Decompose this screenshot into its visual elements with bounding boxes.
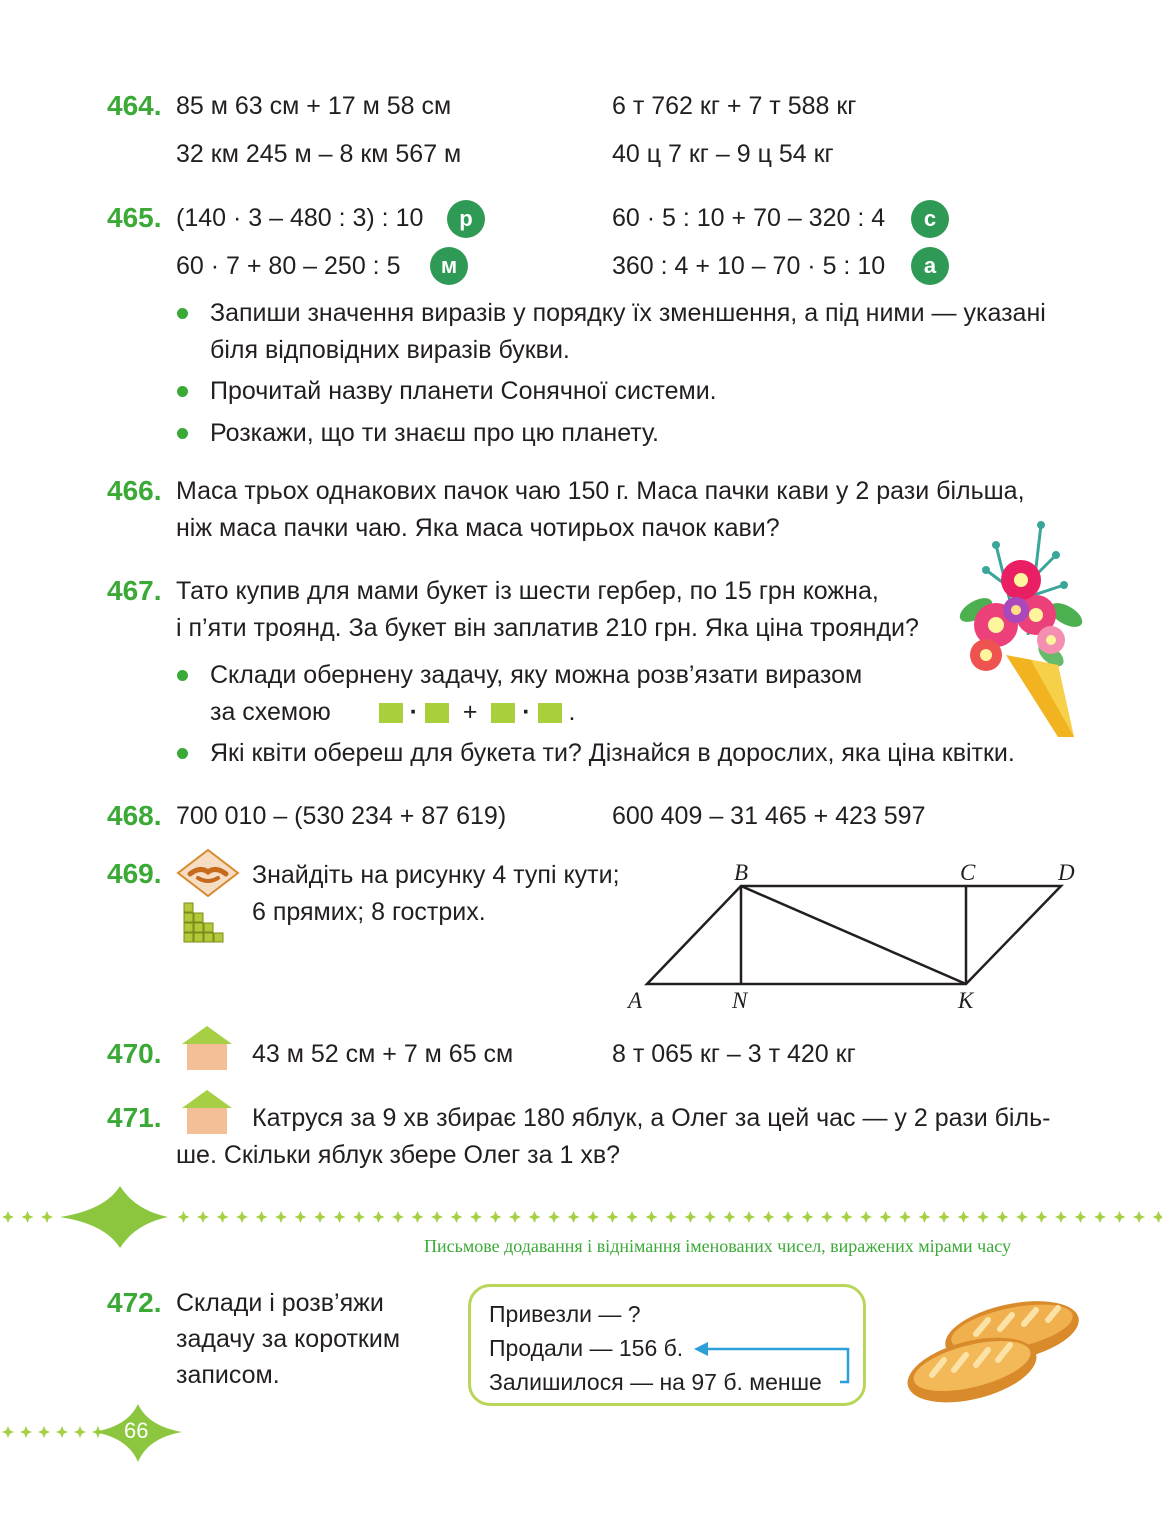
- task-text: Маса трьох однакових пачок чаю 150 г. Маса пачки кави у 2 рази більша,: [176, 477, 1025, 505]
- bullet: [177, 386, 188, 397]
- point-label-n: N: [732, 988, 748, 1013]
- record-line: Залишилося — на 97 б. менше: [489, 1369, 822, 1395]
- star-decoration: [56, 1426, 68, 1438]
- house-icon: [178, 1088, 236, 1136]
- expression: 40 ц 7 кг – 9 ц 54 кг: [612, 140, 834, 168]
- star-decoration: [217, 1211, 229, 1223]
- star-decoration: [197, 1211, 209, 1223]
- task-text: ше. Скільки яблук збере Олег за 1 хв?: [176, 1141, 621, 1169]
- bullet: [177, 670, 188, 681]
- exercise-number-470: 470.: [107, 1038, 162, 1069]
- star-decoration: [1036, 1211, 1048, 1223]
- record-line: Привезли — ?: [489, 1301, 641, 1327]
- star-decoration: [919, 1211, 931, 1223]
- handshake-icon: [176, 848, 240, 898]
- star-decoration: [41, 1211, 53, 1223]
- task-text: Катруся за 9 хв збирає 180 яблук, а Олег за цей час — у 2 рази біль-: [252, 1104, 1051, 1132]
- star-decoration: [665, 1211, 677, 1223]
- star-decoration: [334, 1211, 346, 1223]
- exercise-number-469: 469.: [107, 858, 162, 889]
- dot-sign: ·: [409, 698, 418, 726]
- geometry-figure: [620, 860, 1080, 1020]
- point-label-d: D: [1058, 860, 1075, 885]
- task-text: Склади і розв’яжи: [176, 1289, 384, 1317]
- letter-badge: а: [911, 247, 949, 285]
- star-decoration: [20, 1426, 32, 1438]
- exercise-number-472: 472.: [107, 1287, 162, 1318]
- star-decoration: [38, 1426, 50, 1438]
- expression: 32 км 245 м – 8 км 567 м: [176, 140, 462, 168]
- letter-badge: р: [447, 200, 485, 238]
- star-decoration: [490, 1211, 502, 1223]
- blank-square: [538, 703, 562, 723]
- task-text: записом.: [176, 1361, 280, 1389]
- scheme-line: [210, 698, 575, 727]
- star-decoration: [763, 1211, 775, 1223]
- task-text: Тато купив для мами букет із шести гербер, по 15 грн кожна,: [176, 577, 879, 605]
- exercise-number-466: 466.: [107, 475, 162, 506]
- bullet: [177, 308, 188, 319]
- star-decoration: [1016, 1211, 1028, 1223]
- task-text: Запиши значення виразів у порядку їх зменшення, а під ними — указані: [210, 299, 1046, 327]
- star-decoration: [685, 1211, 697, 1223]
- expression: 85 м 63 см + 17 м 58 см: [176, 92, 452, 120]
- dot-sign: ·: [522, 698, 531, 726]
- star-decoration: [841, 1211, 853, 1223]
- task-text: Розкажи, що ти знаєш про цю планету.: [210, 419, 659, 447]
- page-number: 66: [124, 1418, 149, 1443]
- star-decoration: [743, 1211, 755, 1223]
- star-decoration: [509, 1211, 521, 1223]
- expression: 43 м 52 см + 7 м 65 см: [252, 1040, 514, 1068]
- task-text: 6 прямих; 8 гострих.: [252, 898, 486, 926]
- expression: 6 т 762 кг + 7 т 588 кг: [612, 92, 857, 120]
- blocks-icon: [183, 902, 229, 944]
- expression: 60 · 5 : 10 + 70 – 320 : 4: [612, 204, 886, 232]
- expression: 60 · 7 + 80 – 250 : 5: [176, 252, 401, 280]
- star-decoration: [704, 1211, 716, 1223]
- record-line: Продали — 156 б.: [489, 1335, 684, 1361]
- star-decoration: [626, 1211, 638, 1223]
- bullet: [177, 428, 188, 439]
- star-decoration: [880, 1211, 892, 1223]
- exercise-number-467: 467.: [107, 575, 162, 606]
- expression: 600 409 – 31 465 + 423 597: [612, 802, 926, 830]
- house-icon: [178, 1024, 236, 1072]
- star-decoration: [782, 1211, 794, 1223]
- star-decoration: [373, 1211, 385, 1223]
- star-decoration: [646, 1211, 658, 1223]
- blank-square: [379, 703, 403, 723]
- star-decoration: [958, 1211, 970, 1223]
- star-decoration: [2, 1211, 14, 1223]
- letter-badge: с: [911, 200, 949, 238]
- point-label-c: C: [960, 860, 976, 885]
- point-label-k: K: [958, 988, 974, 1013]
- expression: 8 т 065 кг – 3 т 420 кг: [612, 1040, 856, 1068]
- star-decoration: [470, 1211, 482, 1223]
- star-decoration: [412, 1211, 424, 1223]
- task-text: задачу за коротким: [176, 1325, 401, 1353]
- star-decoration: [997, 1211, 1009, 1223]
- letter-badge: м: [430, 247, 468, 285]
- star-decoration: [1094, 1211, 1106, 1223]
- task-text: Знайдіть на рисунку 4 тупі кути;: [252, 861, 620, 889]
- star-decoration: [1133, 1211, 1145, 1223]
- star-decoration: [938, 1211, 950, 1223]
- bread-loaves: [902, 1290, 1084, 1410]
- expression: 700 010 – (530 234 + 87 619): [176, 802, 507, 830]
- star-decoration: [236, 1211, 248, 1223]
- task-text: ніж маса пачки чаю. Яка маса чотирьох пачок кави?: [176, 514, 780, 542]
- section-title: Письмове додавання і віднімання іменованих чисел, виражених мірами часу: [424, 1236, 1011, 1256]
- star-decoration: [568, 1211, 580, 1223]
- star-decoration: [353, 1211, 365, 1223]
- star-decoration: [587, 1211, 599, 1223]
- task-text: Прочитай назву планети Сонячної системи.: [210, 377, 717, 405]
- bullet: [177, 748, 188, 759]
- star-decoration: [295, 1211, 307, 1223]
- page-number-decoration: [0, 1400, 200, 1470]
- star-decoration: [529, 1211, 541, 1223]
- exercise-number-468: 468.: [107, 800, 162, 831]
- task-text: Склади обернену задачу, яку можна розв’язати виразом: [210, 661, 863, 689]
- exercise-number-465: 465.: [107, 202, 162, 233]
- point-label-a: A: [628, 988, 643, 1013]
- exercise-number-464: 464.: [107, 90, 162, 121]
- star-decoration: [178, 1211, 190, 1223]
- plus-sign: +: [462, 698, 478, 726]
- star-decoration: [1055, 1211, 1067, 1223]
- star-decoration: [802, 1211, 814, 1223]
- star-decoration: [2, 1426, 14, 1438]
- star-decoration: [548, 1211, 560, 1223]
- star-decoration: [860, 1211, 872, 1223]
- period-sign: .: [568, 698, 576, 726]
- star-decoration: [314, 1211, 326, 1223]
- task-text: Які квіти обереш для букета ти? Дізнайся в дорослих, яка ціна квітки.: [210, 739, 1015, 767]
- star-decoration: [1114, 1211, 1126, 1223]
- blank-square: [425, 703, 449, 723]
- star-decoration: [431, 1211, 443, 1223]
- star-decoration: [451, 1211, 463, 1223]
- star-decoration: [275, 1211, 287, 1223]
- task-text: біля відповідних виразів букви.: [210, 336, 570, 364]
- star-decoration: [899, 1211, 911, 1223]
- blank-square: [491, 703, 515, 723]
- task-text: і п’яти троянд. За букет він заплатив 210 грн. Яка ціна троянди?: [176, 614, 919, 642]
- star-decoration: [977, 1211, 989, 1223]
- expression: 360 : 4 + 10 – 70 · 5 : 10: [612, 252, 886, 280]
- star-decoration: [821, 1211, 833, 1223]
- star-decoration: [1075, 1211, 1087, 1223]
- star-decoration: [392, 1211, 404, 1223]
- point-label-b: B: [734, 860, 749, 885]
- scheme-label: за схемою: [210, 698, 331, 726]
- star-decoration: [256, 1211, 268, 1223]
- star-decoration: [22, 1211, 34, 1223]
- comparison-arrow: [690, 1338, 860, 1390]
- star-decoration: [1153, 1211, 1162, 1223]
- expression: (140 · 3 – 480 : 3) : 10: [176, 204, 424, 232]
- star-decoration: [724, 1211, 736, 1223]
- flowers-bouquet: [946, 515, 1086, 740]
- star-decoration: [607, 1211, 619, 1223]
- star-decoration: [74, 1426, 86, 1438]
- exercise-number-471: 471.: [107, 1102, 162, 1133]
